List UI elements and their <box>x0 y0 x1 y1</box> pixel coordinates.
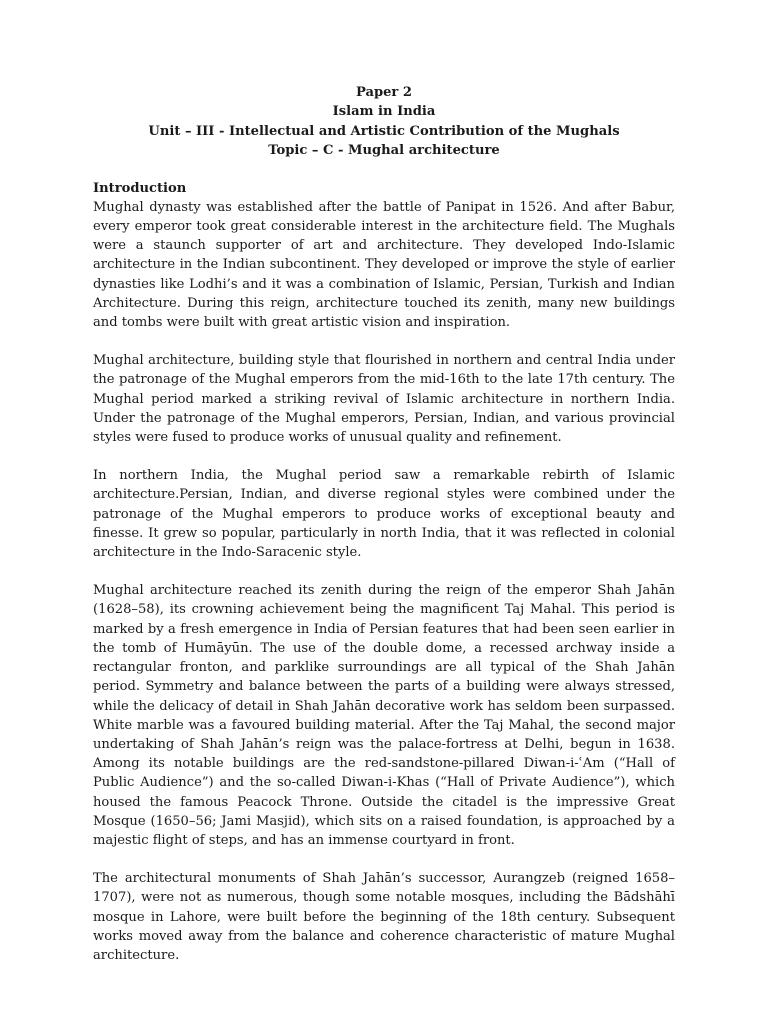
paragraph-shah-jahan: Mughal architecture reached its zenith during the reign of the emperor Shah Jahān (1628–58), its crowning achievement being the magnificent Taj Mahal. This period is marked by a fresh emergence in India of Persian features that had been seen earlier in the tomb of Humāyūn. The use of the double dome, a recessed archway inside a rectangular fronton, and parklike surroundings are all typical of the Shah Jahān period. Symmetry and balance between the parts of a building were always stressed, while the delicacy of detail in Shah Jahān decorative work has seldom been surpassed. White marble was a favoured building material. After the Taj Mahal, the second major undertaking of Shah Jahān’s reign was the palace-fortress at Delhi, begun in 1638. Among its notable buildings are the red-sandstone-pillared Diwan-i-ʿAm (“Hall of Public Audience”) and the so-called Diwan-i-Khas (“Hall of Private Audience”), which housed the famous Peacock Throne. Outside the citadel is the impressive Great Mosque (1650–56; Jami Masjid), which sits on a raised foundation, is approached by a majestic flight of steps, and has an immense courtyard in front. <box>93 583 675 848</box>
paragraph-aurangzeb: The architectural monuments of Shah Jahān’s successor, Aurangzeb (reigned 1658–1707), were not as numerous, though some notable mosques, including the Bādshāhī mosque in Lahore, were built before the beginning of the 18th century. Subsequent works moved away from the balance and coherence characteristic of mature Mughal architecture. <box>93 871 675 963</box>
paragraph-northern-india: In northern India, the Mughal period saw a remarkable rebirth of Islamic architecture.Persian, Indian, and diverse regional styles were combined under the patronage of the Mughal emperors to produce works of exceptional beauty and finesse. It grew so popular, particularly in north India, that it was reflected in colonial architecture in the Indo-Saracenic style. <box>93 468 675 561</box>
paragraph-mughal-architecture-text: , building style that flourished in northern and central India under the patronage of the Mughal emperors from the mid-16th to the late 17th century. The Mughal period marked a striking revival of Islamic architecture in northern India. Under the patronage of the Mughal emperors, Persian, Indian, and various provincial styles were fused to produce works of unusual quality and refinement. <box>93 353 675 446</box>
document-page <box>93 83 675 984</box>
paper-number: Paper 2 <box>355 85 413 100</box>
document-header <box>93 83 675 161</box>
introduction-paragraph: Mughal dynasty was established after the battle of Panipat in 1526. And after Babur, every emperor took great considerable interest in the architecture field. The Mughals were a staunch supporter of art and architecture. They developed Indo-Islamic architecture in the Indian subcontinent. They developed or improve the style of earlier dynasties like Lodhi’s and it was a combination of Islamic, Persian, Turkish and Indian Architecture. During this reign, architecture touched its zenith, many new buildings and tombs were built with great artistic vision and inspiration. <box>93 199 675 331</box>
unit-title: Unit – III - Intellectual and Artistic Contribution of the Mughals <box>148 123 620 139</box>
introduction-heading: Introduction <box>93 180 187 196</box>
mughal-architecture-term: Mughal architecture <box>93 353 231 369</box>
topic-title: Topic – C - Mughal architecture <box>268 143 500 159</box>
subject-title: Islam in India <box>332 104 436 120</box>
paragraph-mughal-architecture <box>93 351 675 447</box>
